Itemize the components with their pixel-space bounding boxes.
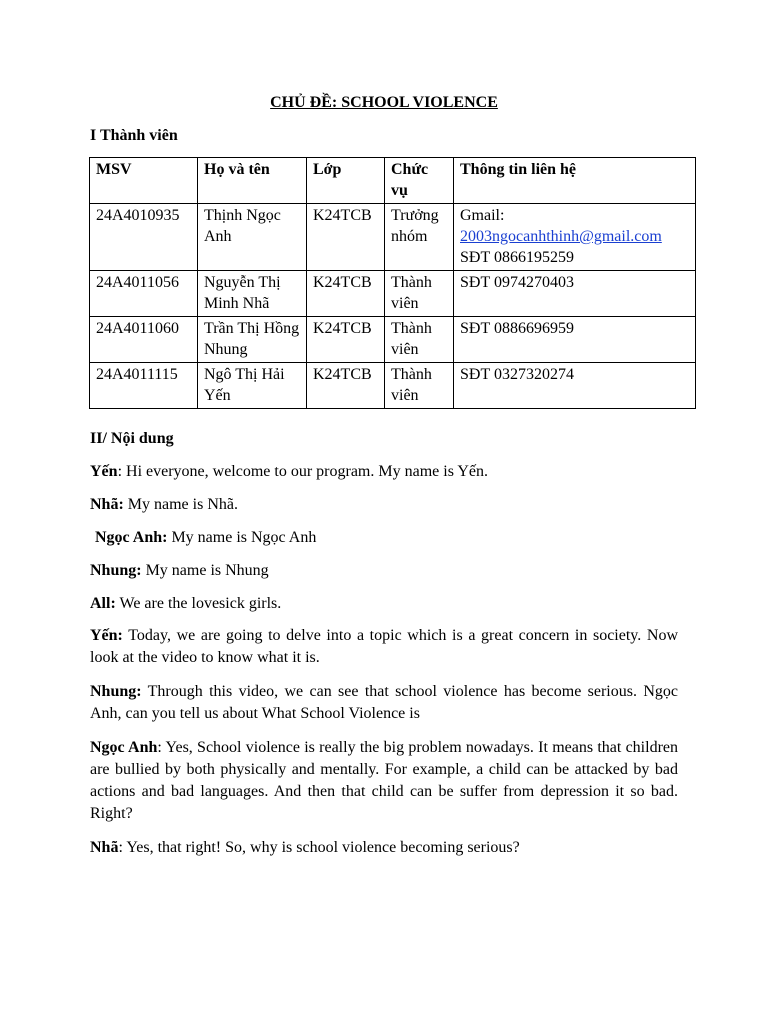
line-text: We are the lovesick girls. <box>115 595 282 612</box>
cell-name: Ngô Thị Hải Yến <box>198 363 307 409</box>
email-link[interactable]: 2003ngocanhthinh@gmail.com <box>460 228 662 245</box>
speaker-name: Nhung: <box>90 683 142 700</box>
cell-role: Thành viên <box>385 317 454 363</box>
column-header-contact: Thông tin liên hệ <box>454 158 696 204</box>
cell-contact <box>454 204 696 271</box>
cell-class: K24TCB <box>307 271 385 317</box>
speaker-name: Nhã <box>90 839 119 856</box>
dialogue-line <box>90 494 678 516</box>
dialogue-line <box>90 681 678 725</box>
cell-role: Thành viên <box>385 363 454 409</box>
column-header-class: Lớp <box>307 158 385 204</box>
section-heading-members: I Thành viên <box>90 127 178 144</box>
dialogue-line <box>90 527 678 549</box>
speaker-name: All: <box>90 595 116 612</box>
dialogue-line <box>90 461 678 483</box>
speaker-name: Nhung: <box>90 562 142 579</box>
cell-msv: 24A4011115 <box>90 363 198 409</box>
cell-name: Nguyễn Thị Minh Nhã <box>198 271 307 317</box>
line-text: Today, we are going to delve into a topic which is a great concern in society. Now look at the video to know what it is. <box>90 627 678 666</box>
line-text: My name is Nhã. <box>123 496 238 513</box>
cell-contact <box>454 317 696 363</box>
cell-name: Trần Thị Hồng Nhung <box>198 317 307 363</box>
cell-role: Trưởng nhóm <box>385 204 454 271</box>
document-title: CHỦ ĐỀ: SCHOOL VIOLENCE <box>270 94 498 111</box>
speaker-name: Ngọc Anh <box>90 739 158 756</box>
table-row <box>90 317 696 363</box>
dialogue-line <box>90 560 678 582</box>
cell-contact <box>454 363 696 409</box>
dialogue-line <box>90 837 678 859</box>
table-row <box>90 204 696 271</box>
cell-class: K24TCB <box>307 204 385 271</box>
dialogue-line <box>90 737 678 825</box>
speaker-name: Ngọc Anh: <box>95 529 168 546</box>
contact-phone: SĐT 0866195259 <box>460 249 574 266</box>
contact-phone: SĐT 0974270403 <box>460 274 574 291</box>
contact-label: Gmail: <box>460 207 505 224</box>
cell-msv: 24A4011056 <box>90 271 198 317</box>
line-text: My name is Ngọc Anh <box>167 529 317 546</box>
speaker-separator: : <box>117 463 123 480</box>
column-header-role: Chức vụ <box>385 158 454 204</box>
cell-class: K24TCB <box>307 317 385 363</box>
speaker-separator: : <box>157 739 162 756</box>
dialogue-line <box>90 625 678 669</box>
column-header-msv: MSV <box>90 158 198 204</box>
speaker-name: Yến: <box>90 627 123 644</box>
speaker-name: Yến <box>90 463 118 480</box>
contact-phone: SĐT 0327320274 <box>460 366 574 383</box>
line-text: My name is Nhung <box>141 562 269 579</box>
cell-msv: 24A4010935 <box>90 204 198 271</box>
section-heading-content: II/ Nội dung <box>90 430 174 447</box>
cell-contact <box>454 271 696 317</box>
cell-class: K24TCB <box>307 363 385 409</box>
line-text: Yes, that right! So, why is school violence becoming serious? <box>122 839 520 856</box>
cell-msv: 24A4011060 <box>90 317 198 363</box>
cell-role: Thành viên <box>385 271 454 317</box>
table-header-row <box>90 158 696 204</box>
column-header-name: Họ và tên <box>198 158 307 204</box>
speaker-name: Nhã: <box>90 496 124 513</box>
speaker-separator: : <box>118 839 123 856</box>
contact-phone: SĐT 0886696959 <box>460 320 574 337</box>
dialogue-line <box>90 593 678 615</box>
line-text: Yes, School violence is really the big problem nowadays. It means that children are bullied by both physically and mentally. For example, a child can be attacked by bad actions and bad languages. And then that child can be suffer from depression it so bad. Right? <box>90 739 679 822</box>
line-text: Hi everyone, welcome to our program. My name is Yến. <box>122 463 488 480</box>
line-text: Through this video, we can see that school violence has become serious. Ngọc Anh, can you tell us about What School Violence is <box>90 683 678 722</box>
members-table <box>89 157 696 409</box>
table-row <box>90 271 696 317</box>
table-row <box>90 363 696 409</box>
cell-name: Thịnh Ngọc Anh <box>198 204 307 271</box>
